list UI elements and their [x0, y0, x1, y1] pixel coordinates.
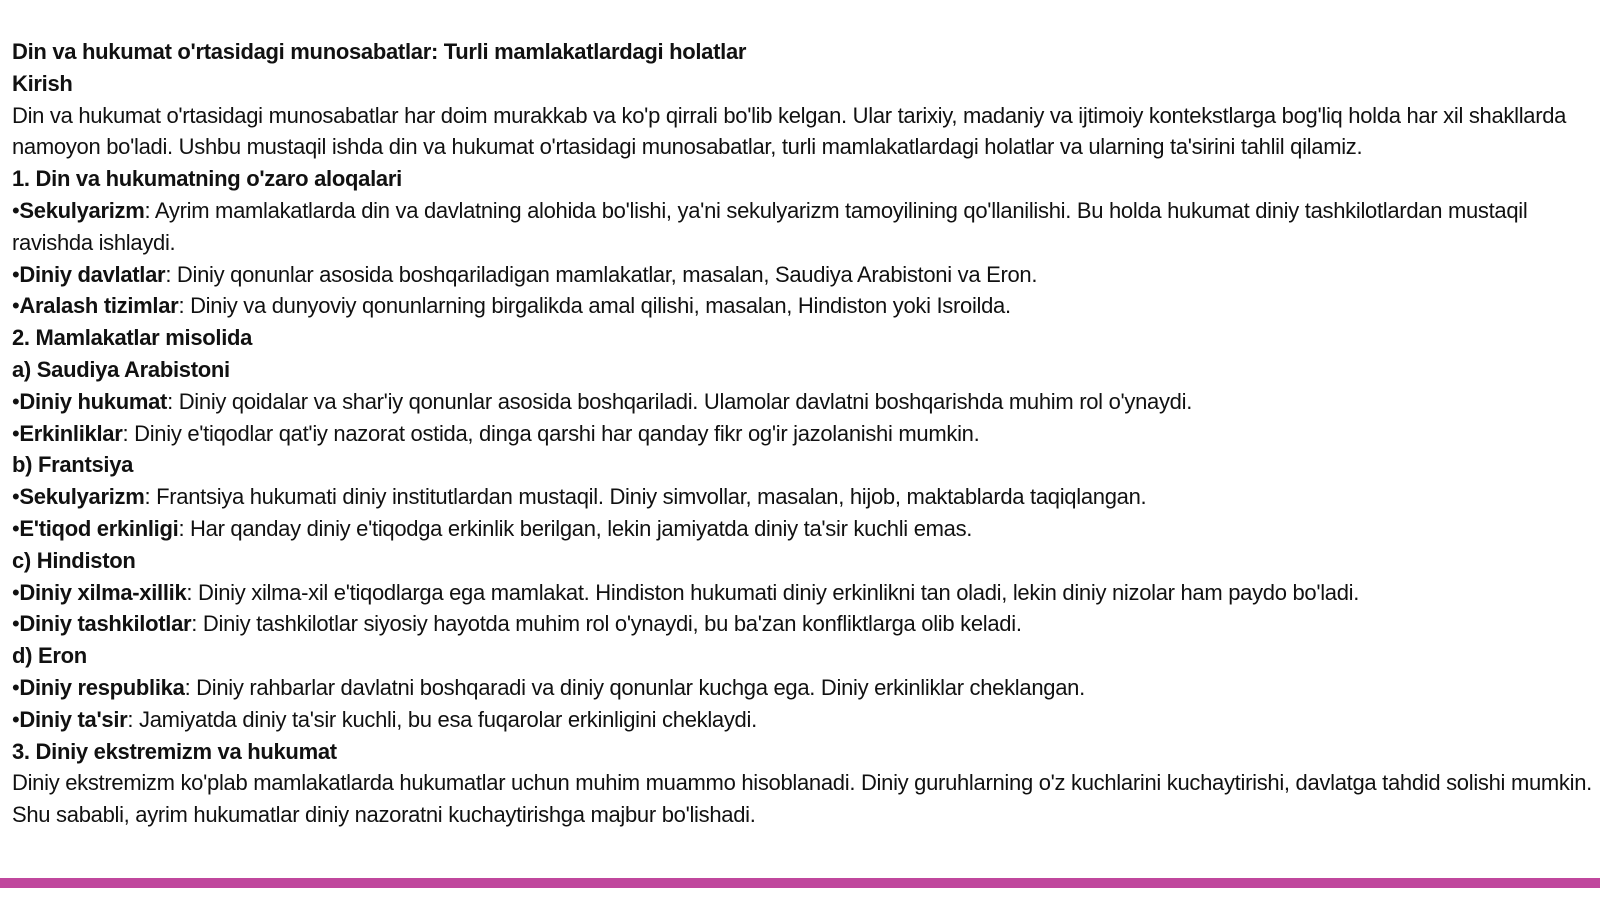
list-item [12, 195, 1592, 259]
list-item [12, 704, 1592, 736]
list-item [12, 577, 1592, 609]
bullet-text: : Jamiyatda diniy ta'sir kuchli, bu esa fuqarolar erkinligini cheklaydi. [127, 706, 757, 732]
bullet-term: Erkinliklar [19, 420, 123, 446]
bullet-term: Diniy xilma-xillik [19, 579, 187, 605]
bullet-term: Sekulyarizm [19, 484, 145, 510]
subsection-d-heading: d) Eron [12, 643, 87, 669]
intro-heading: Kirish [12, 70, 73, 96]
subsection-c-heading: c) Hindiston [12, 547, 136, 573]
bullet-term: Diniy hukumat [19, 388, 168, 414]
intro-paragraph: Din va hukumat o'rtasidagi munosabatlar har doim murakkab va ko'p qirrali bo'lib kelgan. Ular tarixiy, madaniy va ijtimoiy kontekstlarga bog'liq holda har xil shakllarda namoyon bo'ladi. Ushbu mustaqil ishda din va hukumat o'rtasidagi munosabatlar, turli mamlakatlardagi holatlar va ularning ta'sirini tahlil qilamiz. [12, 102, 1567, 160]
bullet-term: Diniy ta'sir [19, 706, 128, 732]
bullet-term: Diniy respublika [19, 674, 185, 700]
bullet-marker: • [12, 484, 20, 510]
bullet-marker: • [12, 293, 20, 319]
list-item [12, 672, 1592, 704]
section-2-heading: 2. Mamlakatlar misolida [12, 325, 253, 351]
bullet-text: : Diniy tashkilotlar siyosiy hayotda muhim rol o'ynaydi, bu ba'zan konfliktlarga olib keladi. [191, 611, 1022, 637]
bullet-text: : Har qanday diniy e'tiqodga erkinlik berilgan, lekin jamiyatda diniy ta'sir kuchli emas. [178, 515, 973, 541]
list-item [12, 290, 1592, 322]
bullet-marker: • [12, 388, 20, 414]
bullet-text: : Diniy xilma-xil e'tiqodlarga ega mamlakat. Hindiston hukumati diniy erkinlikni tan oladi, lekin diniy nizolar ham paydo bo'ladi. [186, 579, 1360, 605]
section-3-paragraph: Diniy ekstremizm ko'plab mamlakatlarda hukumatlar uchun muhim muammo hisoblanadi. Diniy guruhlarning o'z kuchlarini kuchaytirishi, davlatga tahdid solishi mumkin. Shu sababli, ayrim hukumatlar diniy nazoratni kuchaytirishga majbur bo'lishadi. [12, 770, 1592, 828]
list-item [12, 513, 1592, 545]
list-item [12, 481, 1592, 513]
bullet-text: : Diniy qoidalar va shar'iy qonunlar asosida boshqariladi. Ulamolar davlatni boshqarishda muhim rol o'ynaydi. [167, 388, 1193, 414]
subsection-b-heading: b) Frantsiya [12, 452, 134, 478]
bullet-marker: • [12, 261, 20, 287]
bullet-term: Sekulyarizm [19, 197, 145, 223]
bullet-text: : Diniy va dunyoviy qonunlarning birgalikda amal qilishi, masalan, Hindiston yoki Isroilda. [178, 293, 1011, 319]
footer-accent-bar [0, 878, 1600, 888]
document-body [12, 36, 1592, 831]
list-item [12, 608, 1592, 640]
bullet-text: : Diniy qonunlar asosida boshqariladigan mamlakatlar, masalan, Saudiya Arabistoni va Eron. [165, 261, 1038, 287]
bullet-term: E'tiqod erkinligi [19, 515, 179, 541]
section-3-heading: 3. Diniy ekstremizm va hukumat [12, 738, 337, 764]
section-1-heading: 1. Din va hukumatning o'zaro aloqalari [12, 166, 402, 192]
bullet-text: : Frantsiya hukumati diniy institutlardan mustaqil. Diniy simvollar, masalan, hijob, maktablarda taqiqlangan. [144, 484, 1147, 510]
bullet-marker: • [12, 197, 20, 223]
bullet-text: : Diniy e'tiqodlar qat'iy nazorat ostida, dinga qarshi har qanday fikr og'ir jazolanishi mumkin. [122, 420, 980, 446]
document-title: Din va hukumat o'rtasidagi munosabatlar: Turli mamlakatlardagi holatlar [12, 39, 747, 64]
bullet-marker: • [12, 611, 20, 637]
bullet-term: Diniy tashkilotlar [19, 611, 192, 637]
bullet-marker: • [12, 579, 20, 605]
list-item [12, 386, 1592, 418]
bullet-marker: • [12, 515, 20, 541]
list-item [12, 259, 1592, 291]
bullet-marker: • [12, 674, 20, 700]
bullet-text: : Diniy rahbarlar davlatni boshqaradi va diniy qonunlar kuchga ega. Diniy erkinliklar cheklangan. [184, 674, 1085, 700]
bullet-text: : Ayrim mamlakatlarda din va davlatning alohida bo'lishi, ya'ni sekulyarizm tamoyilining qo'llanilishi. Bu holda hukumat diniy tashkilotlardan mustaqil ravishda ishlaydi. [12, 197, 1528, 255]
bullet-term: Aralash tizimlar [19, 293, 179, 319]
list-item [12, 418, 1592, 450]
subsection-a-heading: a) Saudiya Arabistoni [12, 356, 230, 382]
bullet-marker: • [12, 420, 20, 446]
bullet-marker: • [12, 706, 20, 732]
bullet-term: Diniy davlatlar [19, 261, 166, 287]
